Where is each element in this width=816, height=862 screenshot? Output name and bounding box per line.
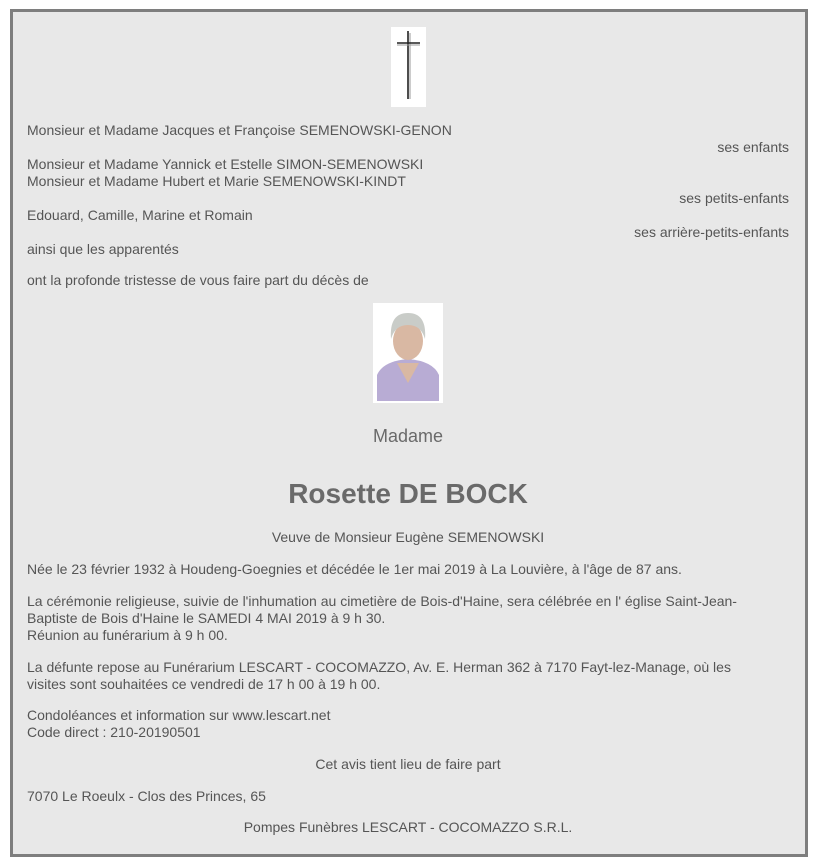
relation-children: ses enfants (717, 139, 789, 155)
family-line-1: Monsieur et Madame Jacques et Françoise SEMENOWSKI-GENON (27, 122, 452, 138)
ceremony-line-2: Baptiste de Bois d'Haine le SAMEDI 4 MAI 2019 à 9 h 30. (27, 610, 386, 626)
ceremony-line-1: La cérémonie religieuse, suivie de l'inhumation au cimetière de Bois-d'Haine, sera célébrée en l' église Saint-Jean- (27, 593, 737, 609)
family-line-4: Edouard, Camille, Marine et Romain (27, 207, 253, 223)
relation-great-grandchildren: ses arrière-petits-enfants (634, 224, 789, 240)
funeral-home-name: Pompes Funèbres LESCART - COCOMAZZO S.R.L. (243, 819, 573, 835)
birth-death-text: Née le 23 février 1932 à Houdeng-Goegnies et décédée le 1er mai 2019 à La Louvière, à l'âge de 87 ans. (27, 561, 682, 577)
announcement-text: ont la profonde tristesse de vous faire part du décès de (27, 272, 369, 288)
family-line-3: Monsieur et Madame Hubert et Marie SEMENOWSKI-KINDT (27, 173, 406, 189)
family-line-5: ainsi que les apparentés (27, 241, 179, 257)
direct-code: Code direct : 210-20190501 (27, 724, 201, 740)
address-text: 7070 Le Roeulx - Clos des Princes, 65 (27, 788, 266, 804)
rests-line-1: La défunte repose au Funérarium LESCART - COCOMAZZO, Av. E. Herman 362 à 7170 Fayt-lez-Manage, où les (27, 659, 731, 675)
relation-grandchildren: ses petits-enfants (679, 190, 789, 206)
widow-of: Veuve de Monsieur Eugène SEMENOWSKI (271, 529, 545, 545)
deceased-photo (373, 303, 443, 403)
ceremony-line-3: Réunion au funérarium à 9 h 00. (27, 627, 228, 643)
rests-line-2: visites sont souhaitées ce vendredi de 17 h 00 à 19 h 00. (27, 676, 381, 692)
deceased-name: Rosette DE BOCK (288, 478, 528, 509)
honorific: Madame (372, 426, 444, 446)
cross-icon (391, 27, 426, 107)
family-line-2: Monsieur et Madame Yannick et Estelle SIMON-SEMENOWSKI (27, 156, 424, 172)
notice-text: Cet avis tient lieu de faire part (315, 756, 501, 772)
condolences-line[interactable]: Condoléances et information sur www.lescart.net (27, 707, 331, 723)
